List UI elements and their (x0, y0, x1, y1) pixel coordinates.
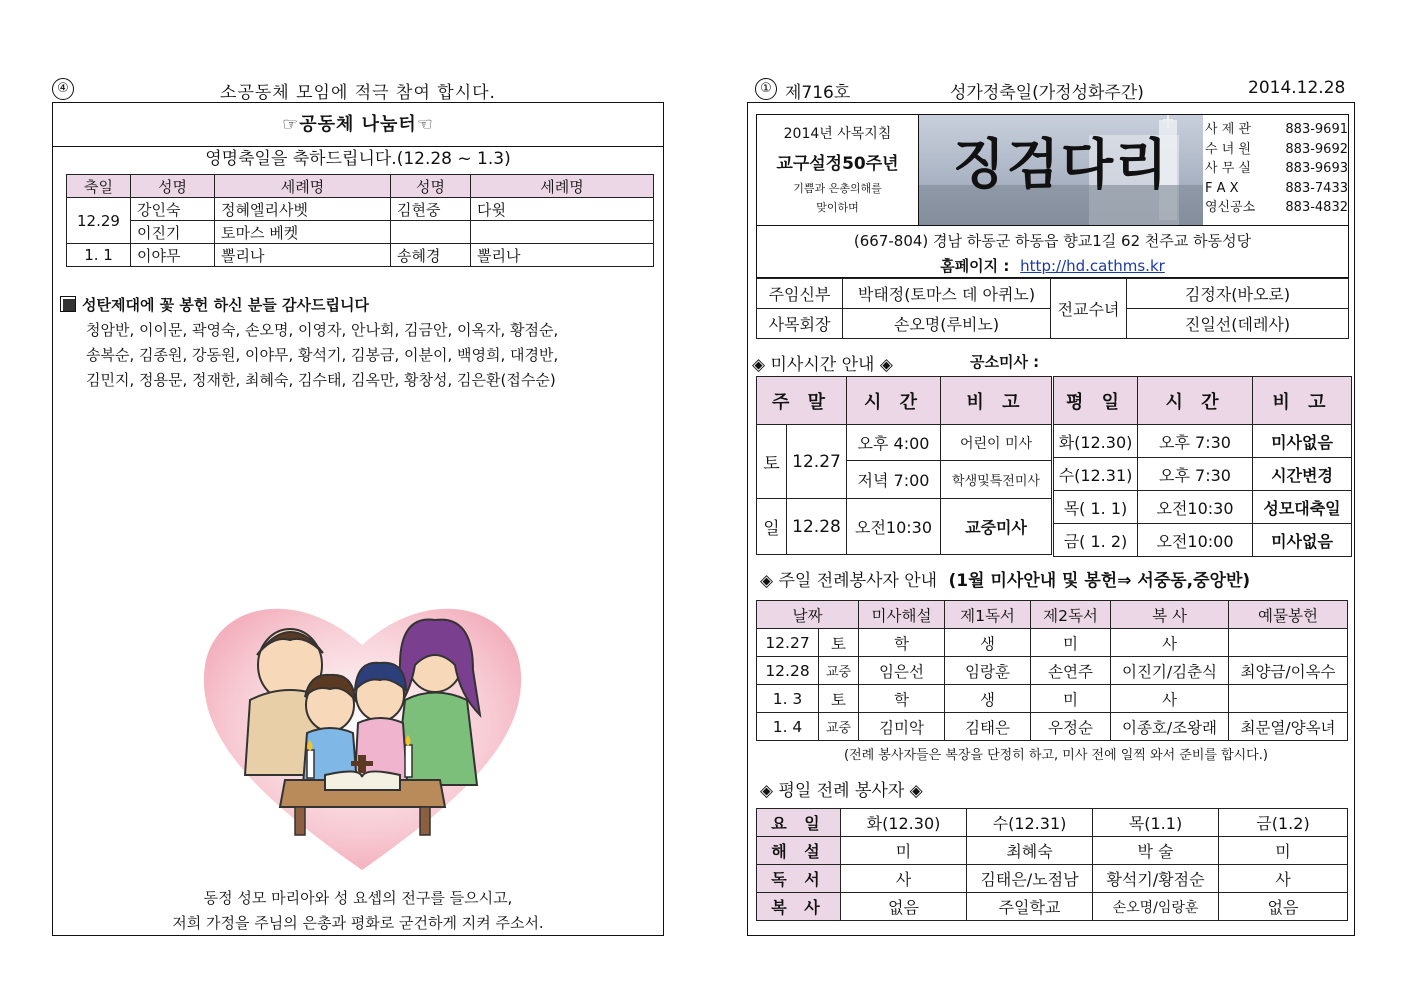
mass-time: 저녁 7:00 (847, 461, 941, 499)
header-day: 목(1.1) (1093, 809, 1219, 837)
baptismal-name: 뽈리나 (215, 244, 391, 267)
role-value: 미 (1219, 837, 1348, 865)
service-header-row (757, 601, 1348, 629)
motto-sub: 맞이하며 (816, 201, 859, 214)
table-row (757, 837, 1348, 865)
header-time: 시 간 (1138, 377, 1253, 425)
mass-time: 오전10:30 (847, 499, 941, 555)
service-type: 교중 (819, 657, 859, 685)
nameday-table (66, 174, 654, 267)
weekend-header-row (757, 377, 1052, 425)
prayer-text (53, 886, 663, 936)
service-date: 12.27 (757, 629, 819, 657)
checkbox-bullet-icon (60, 296, 76, 312)
mass-time: 오전10:30 (1138, 491, 1253, 524)
service-date: 1. 3 (757, 685, 819, 713)
sister-name: 김정자(바오로) (1127, 279, 1349, 309)
server: 사 (1111, 629, 1229, 657)
service-type: 토 (819, 629, 859, 657)
service-type: 토 (819, 685, 859, 713)
motto-main: 교구설정50주년 (776, 154, 899, 174)
person-name (391, 221, 471, 244)
role-value: 사 (1219, 865, 1348, 893)
header-day: 수(12.31) (967, 809, 1093, 837)
mass-time: 오후 4:00 (847, 425, 941, 461)
nameday-header-row (67, 175, 654, 198)
reading2: 우정순 (1031, 713, 1111, 741)
staff-table (756, 278, 1349, 339)
weekday-service-header-row (757, 809, 1348, 837)
mass-note: 미사없음 (1253, 425, 1352, 458)
role-label: 복 사 (757, 893, 841, 921)
mass-note: 교중미사 (941, 499, 1052, 555)
header-server: 복 사 (1111, 601, 1229, 629)
role-label: 해 설 (757, 837, 841, 865)
sunday-service-heading (760, 566, 1250, 591)
header-weekend: 주 말 (757, 377, 847, 425)
mass-note: 미사없음 (1253, 524, 1352, 557)
table-row (67, 198, 654, 221)
mission-mass-label: 공소미사 : (970, 353, 1040, 371)
mass-day: 화(12.30) (1054, 425, 1138, 458)
contact-row: F A X 883-7433 (1205, 180, 1348, 196)
thanks-line: 김민지, 정용문, 정재한, 최혜숙, 김수태, 김옥만, 황창성, 김은환(접수순) (86, 371, 556, 389)
server: 이진기/김춘식 (1111, 657, 1229, 685)
reading1: 생 (945, 629, 1031, 657)
left-page-number: ④ (52, 78, 74, 100)
sister-label: 전교수녀 (1051, 279, 1127, 339)
contact-row: 영신공소 883-4832 (1205, 200, 1348, 215)
header-reading1: 제1독서 (945, 601, 1031, 629)
thanks-line: 청암반, 이이문, 곽영숙, 손오명, 이영자, 안나회, 김금안, 이옥자, 황점순, (86, 321, 559, 339)
table-row (1054, 524, 1352, 557)
server: 이종호/조왕래 (1111, 713, 1229, 741)
baptismal-name: 뽈리나 (471, 244, 654, 267)
pastor-label: 주임신부 (757, 279, 843, 309)
baptismal-name: 다윗 (471, 198, 654, 221)
table-row (757, 865, 1348, 893)
service-date: 1. 4 (757, 713, 819, 741)
person-name: 송혜경 (391, 244, 471, 267)
thanks-title: 성탄제대에 꽃 봉헌 하신 분들 감사드립니다 (82, 296, 369, 314)
header-reading2: 제2독서 (1031, 601, 1111, 629)
baptismal-name: 토마스 베켓 (215, 221, 391, 244)
community-section-title: ☞공동체 나눔터☜ (53, 103, 663, 147)
issue-date: 2014.12.28 (1248, 78, 1346, 98)
mass-note: 성모대축일 (1253, 491, 1352, 524)
table-row (757, 893, 1348, 921)
reading2: 손연주 (1031, 657, 1111, 685)
person-name: 이야무 (131, 244, 215, 267)
bible-icon (325, 771, 400, 790)
table-row (757, 425, 1052, 461)
thanks-line: 송복순, 김종원, 강동원, 이야무, 황석기, 김봉금, 이분이, 백영희, 대경반, (86, 346, 559, 364)
right-page-number: ① (755, 78, 777, 100)
header-feast-date: 축일 (67, 175, 131, 198)
header-offering: 예물봉헌 (1229, 601, 1348, 629)
council-name: 손오명(루비노) (843, 309, 1051, 339)
reading2: 미 (1031, 629, 1111, 657)
mass-day: 토 (757, 425, 787, 499)
role-value: 주일학교 (967, 893, 1093, 921)
sunday-service-title: ◈ 주일 전례봉사자 안내 (760, 571, 938, 591)
table-row (757, 629, 1348, 657)
role-value: 없음 (1219, 893, 1348, 921)
offering: 최문열/양옥녀 (1229, 713, 1348, 741)
left-page-header: 소공동체 모임에 적극 참여 합시다. (220, 83, 496, 103)
holy-family-illustration (195, 585, 530, 875)
service-type: 교중 (819, 713, 859, 741)
weekday-header-row (1054, 377, 1352, 425)
commentary: 학 (859, 629, 945, 657)
table-row (757, 499, 1052, 555)
mass-date: 12.27 (787, 425, 847, 499)
person-name: 김현중 (391, 198, 471, 221)
mass-note: 어린이 미사 (941, 425, 1052, 461)
reading1: 생 (945, 685, 1031, 713)
header-commentary: 미사해설 (859, 601, 945, 629)
prayer-line: 동정 성모 마리아와 성 요셉의 전구를 들으시고, (203, 889, 513, 907)
header-date: 날짜 (757, 601, 859, 629)
table-row (67, 244, 654, 267)
council-label: 사목회장 (757, 309, 843, 339)
table-row (757, 657, 1348, 685)
homepage-label: 홈페이지 : (940, 257, 1010, 275)
role-value: 박 술 (1093, 837, 1219, 865)
header-time: 시 간 (847, 377, 941, 425)
header-note: 비 고 (941, 377, 1052, 425)
reading1: 김태은 (945, 713, 1031, 741)
table-row (1054, 491, 1352, 524)
mass-day: 일 (757, 499, 787, 555)
sunday-service-table (756, 600, 1348, 741)
reading1: 임랑훈 (945, 657, 1031, 685)
header-baptismal: 세례명 (215, 175, 391, 198)
thanks-names (86, 318, 646, 393)
contact-row: 사 제 관 883-9691 (1205, 122, 1348, 137)
offering (1229, 685, 1348, 713)
mass-time: 오후 7:30 (1138, 458, 1253, 491)
pastoral-motto (757, 115, 919, 225)
service-date: 12.28 (757, 657, 819, 685)
feast-date: 1. 1 (67, 244, 131, 267)
weekend-mass-table (756, 376, 1052, 555)
contact-row: 사 무 실 883-9693 (1205, 161, 1348, 176)
feast-day-title: 영명축일을 축하드립니다.(12.28 ~ 1.3) (205, 149, 511, 169)
commentary: 학 (859, 685, 945, 713)
role-value: 손오명/임랑훈 (1093, 893, 1219, 921)
prayer-line: 저희 가정을 주님의 은총과 평화로 굳건하게 지켜 주소서. (172, 914, 544, 932)
contact-list (1205, 120, 1348, 218)
commentary: 김미악 (859, 713, 945, 741)
header-name: 성명 (391, 175, 471, 198)
offering: 최양금/이옥수 (1229, 657, 1348, 685)
header-day: 화(12.30) (841, 809, 967, 837)
homepage-link[interactable]: http://hd.cathms.kr (1020, 257, 1165, 275)
table-row (757, 279, 1349, 309)
table-row (757, 713, 1348, 741)
mass-day: 목( 1. 1) (1054, 491, 1138, 524)
person-name: 이진기 (131, 221, 215, 244)
issue-number: 제716호 (785, 83, 851, 103)
sister-name: 진일선(데레사) (1127, 309, 1349, 339)
table-row (757, 685, 1348, 713)
feast-date: 12.29 (67, 198, 131, 244)
table-row (1054, 425, 1352, 458)
role-value: 없음 (841, 893, 967, 921)
header-baptismal: 세례명 (471, 175, 654, 198)
motto-sub: 기쁨과 은총의해를 (793, 182, 882, 195)
header-name: 성명 (131, 175, 215, 198)
service-dress-note: (전례 봉사자들은 복장을 단정히 하고, 미사 전에 일찍 와서 준비를 합시다.) (844, 748, 1268, 763)
weekday-mass-table (1053, 376, 1352, 557)
role-value: 사 (841, 865, 967, 893)
role-value: 김태은/노점남 (967, 865, 1093, 893)
header-weekday: 평 일 (1054, 377, 1138, 425)
offering (1229, 629, 1348, 657)
mass-time: 오전10:00 (1138, 524, 1253, 557)
mass-schedule-title: ◈ 미사시간 안내 ◈ (752, 355, 893, 375)
header-day: 금(1.2) (1219, 809, 1348, 837)
mass-note: 학생및특전미사 (941, 461, 1052, 499)
pastor-name: 박태정(토마스 데 아퀴노) (843, 279, 1051, 309)
church-address: (667-804) 경남 하동군 하동읍 향교1길 62 천주교 하동성당 (853, 232, 1252, 250)
role-value: 미 (841, 837, 967, 865)
sunday-title: 성가정축일(가정성화주간) (950, 83, 1144, 103)
weekday-service-table (756, 808, 1348, 921)
thanks-heading (60, 294, 369, 315)
weekday-service-title: ◈ 평일 전례 봉사자 ◈ (760, 781, 923, 801)
role-label: 독 서 (757, 865, 841, 893)
motto-year: 2014년 사목지침 (783, 126, 892, 142)
mass-note: 시간변경 (1253, 458, 1352, 491)
table-row (67, 221, 654, 244)
baptismal-name: 정혜엘리사벳 (215, 198, 391, 221)
baptismal-name (471, 221, 654, 244)
address-block (756, 226, 1349, 278)
server: 사 (1111, 685, 1229, 713)
mass-time: 오후 7:30 (1138, 425, 1253, 458)
commentary: 임은선 (859, 657, 945, 685)
newsletter-logo: 징검다리 (952, 133, 1170, 196)
role-value: 황석기/황점순 (1093, 865, 1219, 893)
mass-day: 수(12.31) (1054, 458, 1138, 491)
sunday-service-note: (1월 미사안내 및 봉헌⇒ 서중동,중앙반) (948, 571, 1251, 591)
header-note: 비 고 (1253, 377, 1352, 425)
contact-row: 수 녀 원 883-9692 (1205, 141, 1348, 157)
mass-day: 금( 1. 2) (1054, 524, 1138, 557)
role-value: 최혜숙 (967, 837, 1093, 865)
header-day: 요 일 (757, 809, 841, 837)
person-name: 강인숙 (131, 198, 215, 221)
reading2: 미 (1031, 685, 1111, 713)
mass-date: 12.28 (787, 499, 847, 555)
table-row (1054, 458, 1352, 491)
